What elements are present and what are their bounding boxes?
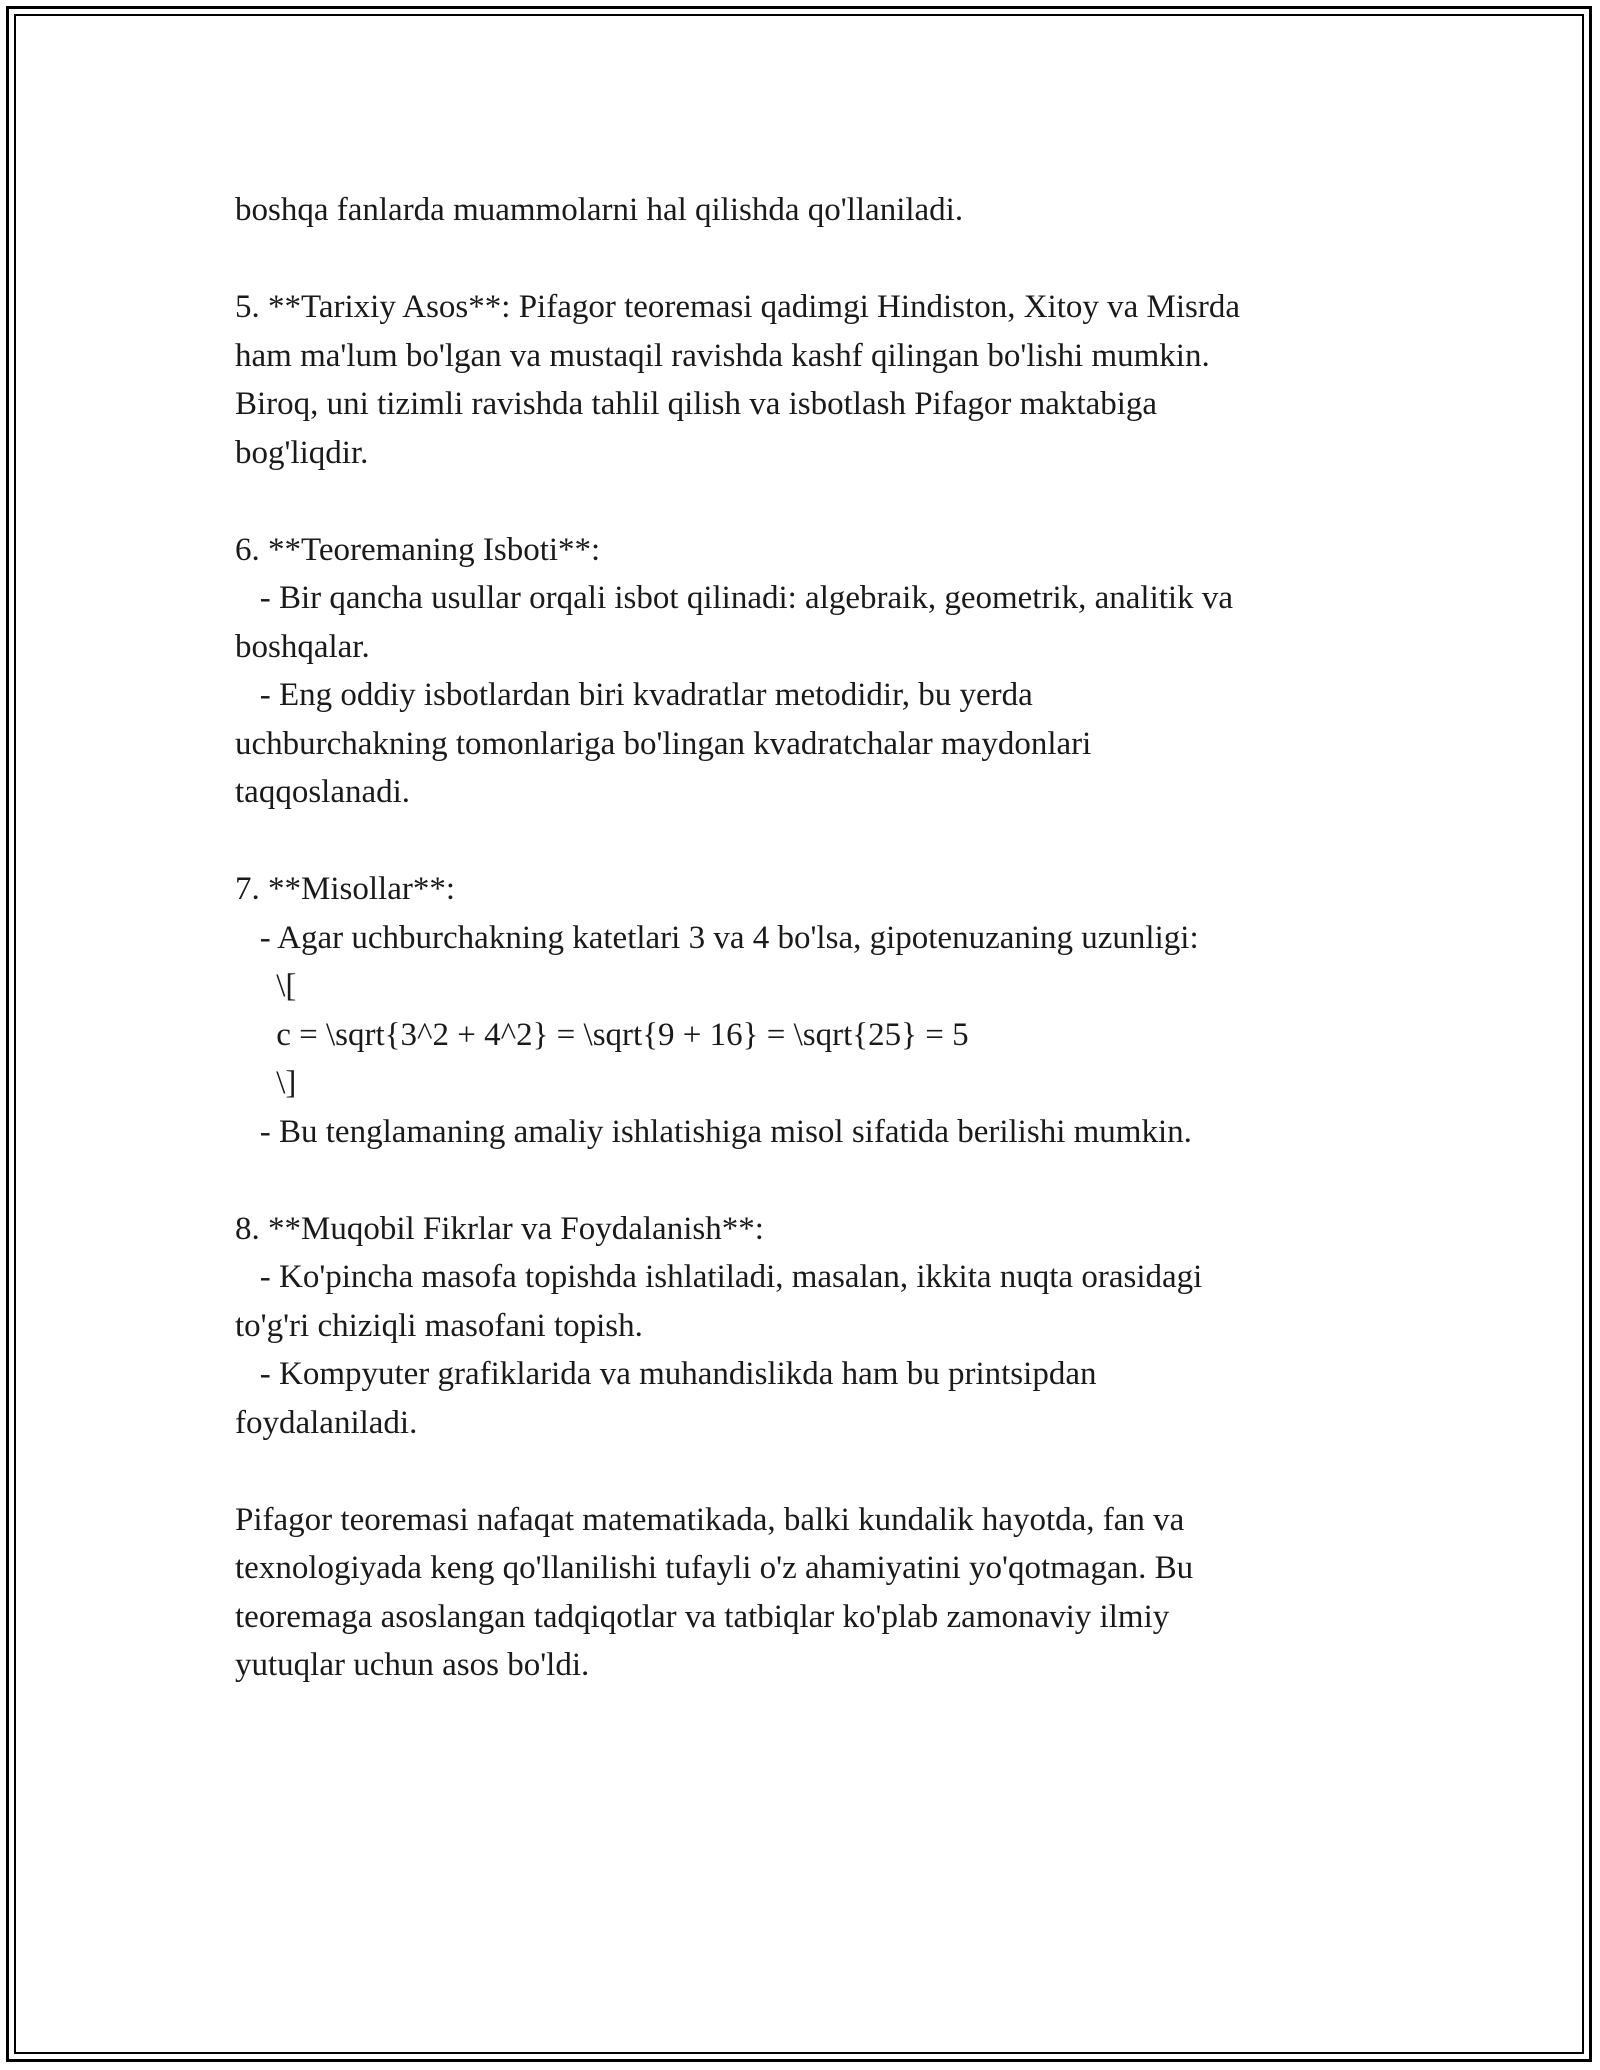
text-line: boshqalar. <box>235 628 370 665</box>
list-item-line: - Kompyuter grafiklarida va muhandislikda ham bu printsipdan <box>235 1356 1097 1392</box>
blank-line <box>235 1156 1375 1205</box>
section-6-heading: 6. **Teoremaning Isboti**: <box>235 531 601 568</box>
conclusion-line: yutuqlar uchun asos bo'ldi. <box>235 1647 590 1683</box>
text-line: foydalaniladi. <box>235 1404 418 1441</box>
blank-line <box>235 235 1375 284</box>
section-8-heading: 8. **Muqobil Fikrlar va Foydalanish**: <box>235 1210 764 1247</box>
text-line: boshqa fanlarda muammolarni hal qilishda qo'llaniladi. <box>235 192 964 228</box>
section-7-heading: 7. **Misollar**: <box>235 871 455 907</box>
formula-close-line: \] <box>235 1065 297 1101</box>
blank-line <box>235 1447 1375 1496</box>
list-item-line: - Bir qancha usullar orqali isbot qilinadi: algebraik, geometrik, analitik va <box>235 580 1233 616</box>
text-line: Biroq, uni tizimli ravishda tahlil qilish va isbotlash Pifagor maktabiga <box>235 386 1158 422</box>
formula-line: c = \sqrt{3^2 + 4^2} = \sqrt{9 + 16} = \sqrt{25} = 5 <box>235 1016 969 1053</box>
conclusion-line: Pifagor teoremasi nafaqat matematikada, balki kundalik hayotda, fan va <box>235 1501 1185 1538</box>
text-line: bog'liqdir. <box>235 434 369 471</box>
text-line: uchburchakning tomonlariga bo'lingan kvadratchalar maydonlari <box>235 725 1092 762</box>
list-item-line: - Ko'pincha masofa topishda ishlatiladi, masalan, ikkita nuqta orasidagi <box>235 1259 1203 1295</box>
conclusion-line: texnologiyada keng qo'llanilishi tufayli o'z ahamiyatini yo'qotmagan. Bu <box>235 1550 1194 1586</box>
formula-open-line: \[ <box>235 968 297 1004</box>
blank-line <box>235 817 1375 866</box>
conclusion-line: teoremaga asoslangan tadqiqotlar va tatbiqlar ko'plab zamonaviy ilmiy <box>235 1598 1170 1635</box>
list-item-line: - Agar uchburchakning katetlari 3 va 4 bo'lsa, gipotenuzaning uzunligi: <box>235 919 1199 956</box>
text-line: ham ma'lum bo'lgan va mustaqil ravishda kashf qilingan bo'lishi mumkin. <box>235 337 1210 374</box>
blank-line <box>235 477 1375 526</box>
text-line: to'g'ri chiziqli masofani topish. <box>235 1307 643 1344</box>
list-item-line: - Eng oddiy isbotlardan biri kvadratlar metodidir, bu yerda <box>235 677 1033 713</box>
document-body <box>235 186 1375 1690</box>
list-item-line: - Bu tenglamaning amaliy ishlatishiga misol sifatida berilishi mumkin. <box>235 1113 1192 1150</box>
section-5-heading: 5. **Tarixiy Asos**: Pifagor teoremasi qadimgi Hindiston, Xitoy va Misrda <box>235 289 1241 325</box>
text-line: taqqoslanadi. <box>235 774 411 810</box>
